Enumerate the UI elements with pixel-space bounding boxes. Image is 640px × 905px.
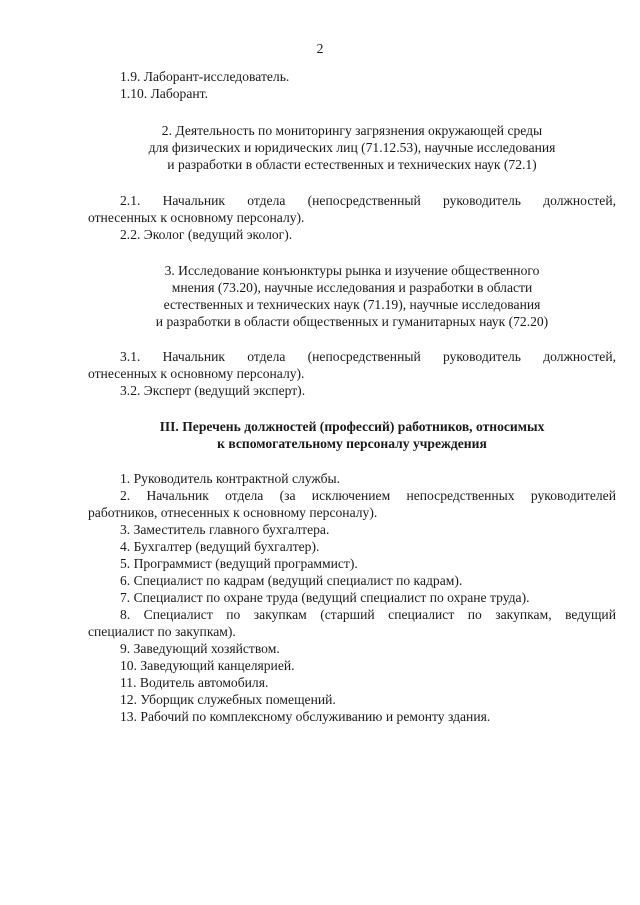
list-item: 5. Программист (ведущий программист). bbox=[120, 556, 358, 571]
list-item: 7. Специалист по охране труда (ведущий специалист по охране труда). bbox=[120, 590, 530, 605]
list-item: 13. Рабочий по комплексному обслуживанию и ремонту здания. bbox=[120, 709, 491, 724]
items-group-2 bbox=[88, 192, 616, 243]
list-item: 6. Специалист по кадрам (ведущий специалист по кадрам). bbox=[120, 573, 463, 588]
item-2-1-line2: отнесенных к основному персоналу). bbox=[88, 210, 305, 225]
heading-section-2 bbox=[88, 122, 616, 173]
page-number: 2 bbox=[316, 41, 324, 56]
item-2-1-line1: 2.1. Начальник отдела (непосредственный руководитель должностей, bbox=[120, 193, 616, 208]
list-item: 1. Руководитель контрактной службы. bbox=[120, 471, 341, 486]
item-3-2: 3.2. Эксперт (ведущий эксперт). bbox=[120, 383, 306, 398]
list-item: 4. Бухгалтер (ведущий бухгалтер). bbox=[120, 539, 320, 554]
item-2-2: 2.2. Эколог (ведущий эколог). bbox=[120, 227, 293, 242]
list-item: 3. Заместитель главного бухгалтера. bbox=[120, 522, 330, 537]
heading-line: и разработки в области общественных и гуманитарных наук (72.20) bbox=[155, 314, 549, 329]
heading-line: 3. Исследование конъюнктуры рынка и изучение общественного bbox=[164, 263, 540, 278]
list-item: 8. Специалист по закупкам (старший специалист по закупкам, ведущий bbox=[120, 607, 616, 622]
heading-line: естественных и технических наук (71.19), научные исследования bbox=[163, 297, 541, 312]
heading-line: для физических и юридических лиц (71.12.53), научные исследования bbox=[148, 140, 556, 155]
items-group-1 bbox=[88, 68, 616, 102]
items-group-3 bbox=[88, 348, 616, 399]
item-3-1-line2: отнесенных к основному персоналу). bbox=[88, 366, 305, 381]
heading-line: и разработки в области естественных и технических наук (72.1) bbox=[167, 157, 537, 172]
list-item: 12. Уборщик служебных помещений. bbox=[120, 692, 336, 707]
section-title-line: III. Перечень должностей (профессий) работников, относимых bbox=[159, 419, 545, 434]
heading-line: 2. Деятельность по мониторингу загрязнения окружающей среды bbox=[161, 123, 543, 138]
list-item: работников, отнесенных к основному персоналу). bbox=[88, 505, 378, 520]
list-item: 9. Заведующий хозяйством. bbox=[120, 641, 280, 656]
item-1-9: 1.9. Лаборант-исследователь. bbox=[120, 69, 290, 84]
item-1-10: 1.10. Лаборант. bbox=[120, 86, 208, 101]
heading-line: мнения (73.20), научные исследования и разработки в области bbox=[171, 280, 533, 295]
support-staff-list bbox=[88, 470, 616, 725]
list-item: 10. Заведующий канцелярией. bbox=[120, 658, 295, 673]
section-title bbox=[88, 418, 616, 452]
heading-section-3 bbox=[88, 262, 616, 330]
list-item: 2. Начальник отдела (за исключением непосредственных руководителей bbox=[120, 488, 616, 503]
list-item: специалист по закупкам). bbox=[88, 624, 236, 639]
list-item: 11. Водитель автомобиля. bbox=[120, 675, 269, 690]
section-title-line: к вспомогательному персоналу учреждения bbox=[217, 436, 487, 451]
item-3-1-line1: 3.1. Начальник отдела (непосредственный руководитель должностей, bbox=[120, 349, 616, 364]
